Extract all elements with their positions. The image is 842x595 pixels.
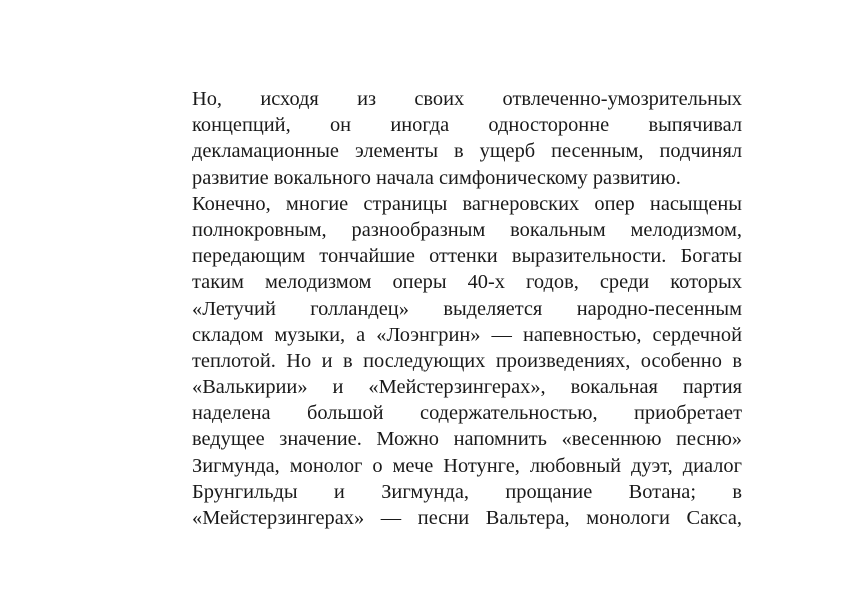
- text-line: Конечно, многие страницы вагнеровских опер насыщены: [192, 192, 742, 215]
- paragraph-1: [192, 86, 742, 191]
- text-line: передающим тончайшие оттенки выразительности. Богаты: [192, 245, 742, 268]
- text-line: декламационные элементы в ущерб песенным, подчинял: [192, 140, 742, 163]
- text-line: ведущее значение. Можно напомнить «весеннюю песню»: [192, 428, 742, 451]
- text-line: теплотой. Но и в последующих произведениях, особенно в: [192, 349, 742, 372]
- text-line: складом музыки, а «Лоэнгрин» — напевностью, сердечной: [192, 323, 742, 346]
- text-line: концепций, он иногда односторонне выпячивал: [192, 114, 742, 137]
- body-text: [192, 86, 742, 531]
- text-line: Зигмунда, монолог о мече Нотунге, любовный дуэт, диалог: [192, 454, 742, 477]
- text-line: Брунгильды и Зигмунда, прощание Вотана; в: [192, 480, 742, 503]
- text-line: Но, исходя из своих отвлеченно-умозрительных: [192, 88, 742, 110]
- text-line: развитие вокального начала симфоническому развитию.: [192, 166, 681, 189]
- text-line: «Летучий голландец» выделяется народно-песенным: [192, 297, 742, 320]
- text-line: наделена большой содержательностью, приобретает: [192, 402, 742, 425]
- text-line: полнокровным, разнообразным вокальным мелодизмом,: [192, 218, 742, 241]
- text-line: «Мейстерзингерах» — песни Вальтера, монологи Сакса,: [192, 507, 742, 529]
- text-line: «Валькирии» и «Мейстерзингерах», вокальная партия: [192, 376, 742, 399]
- paragraph-2: [192, 191, 742, 531]
- text-line: таким мелодизмом оперы 40-х годов, среди которых: [192, 271, 742, 294]
